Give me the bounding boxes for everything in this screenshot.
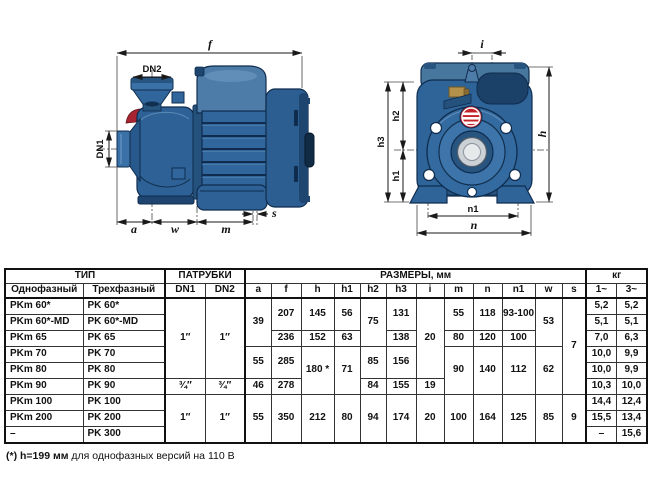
col-header-s: s [562, 284, 586, 299]
col-header-a: a [245, 284, 271, 299]
table-cell: 1″ [205, 298, 245, 379]
table-cell: 7 [562, 298, 586, 395]
col-header-i: i [416, 284, 444, 299]
dim-label-h3: h3 [376, 136, 387, 148]
table-cell: 39 [245, 298, 271, 347]
table-cell: 6,3 [616, 331, 647, 347]
table-cell: 63 [334, 331, 360, 347]
table-cell: PKm 60* [5, 298, 83, 315]
col-header-dn2: DN2 [205, 284, 245, 299]
end-knob [305, 133, 314, 167]
dim-label-f: f [208, 37, 212, 51]
col-group-dimensions: РАЗМЕРЫ, мм [245, 269, 586, 284]
table-cell: 9,9 [616, 347, 647, 363]
table-cell: 350 [271, 395, 301, 444]
top-port-dark [477, 73, 528, 104]
brand-emblem [460, 106, 482, 128]
col-header-single-phase: Однофазный [5, 284, 83, 299]
table-cell: 19 [416, 379, 444, 395]
col-header-f: f [271, 284, 301, 299]
col-group-type: ТИП [5, 269, 165, 284]
table-cell: 156 [386, 347, 416, 379]
table-cell: 55 [444, 298, 473, 331]
table-cell: ¾″ [205, 379, 245, 395]
table-cell: 180 * [301, 347, 334, 395]
table-cell: 152 [301, 331, 334, 347]
col-header-three-phase: Трехфазный [83, 284, 165, 299]
dim-label-n: n [470, 218, 478, 232]
table-cell: 174 [386, 395, 416, 444]
table-cell: PK 65 [83, 331, 165, 347]
col-header-h1: h1 [334, 284, 360, 299]
col-header-m: m [444, 284, 473, 299]
table-cell: 85 [360, 347, 386, 379]
table-cell: 15,5 [586, 411, 616, 427]
table-cell: PKm 70 [5, 347, 83, 363]
footnote-bold: (*) h=199 мм [6, 450, 69, 462]
table-cell: 145 [301, 298, 334, 331]
footnote-text: для однофазных версий на 110 В [68, 450, 235, 462]
table-cell: 90 [444, 347, 473, 395]
col-group-weight: кг [586, 269, 647, 284]
table-row [5, 347, 647, 363]
dim-label-n1: n1 [467, 204, 479, 215]
table-cell: 15,6 [616, 427, 647, 444]
col-header-n1: n1 [502, 284, 535, 299]
table-cell: 5,2 [586, 298, 616, 315]
table-cell: 20 [416, 298, 444, 379]
drain-hole [468, 188, 477, 197]
table-cell: 100 [444, 395, 473, 444]
table-cell: 53 [535, 298, 562, 347]
col-header-h: h [301, 284, 334, 299]
table-cell: 140 [473, 347, 502, 395]
table-cell: 46 [245, 379, 271, 395]
table-cell: 131 [386, 298, 416, 331]
table-cell: PK 200 [83, 411, 165, 427]
col-header-h2: h2 [360, 284, 386, 299]
table-cell: 12,4 [616, 395, 647, 411]
pump-front-view [376, 37, 553, 236]
table-cell: 84 [360, 379, 386, 395]
table-cell: 10,0 [586, 363, 616, 379]
table-cell: 80 [444, 331, 473, 347]
lower-bracket [172, 168, 185, 179]
table-cell: 118 [473, 298, 502, 331]
table-cell: 55 [245, 395, 271, 444]
table-cell: 14,4 [586, 395, 616, 411]
table-cell: 1″ [165, 395, 205, 444]
suction-cone [129, 119, 140, 181]
dim-label-a: a [131, 222, 137, 236]
col-header-kg1: 1~ [586, 284, 616, 299]
pump-base [138, 196, 194, 204]
table-cell: 93-100 [502, 298, 535, 331]
table-cell: PKm 90 [5, 379, 83, 395]
table-cell: 94 [360, 395, 386, 444]
col-header-h3: h3 [386, 284, 416, 299]
table-cell: ¾″ [165, 379, 205, 395]
table-cell: 55 [245, 347, 271, 379]
table-cell: 278 [271, 379, 301, 395]
dim-label-dn2: DN2 [142, 64, 162, 75]
dim-label-h2: h2 [391, 110, 402, 122]
table-cell: 138 [386, 331, 416, 347]
table-cell: PK 90 [83, 379, 165, 395]
motor-junction-flange [193, 105, 202, 199]
left-foot [410, 186, 447, 203]
table-cell: 1″ [165, 298, 205, 379]
table-cell: 100 [502, 331, 535, 347]
table-cell: 120 [473, 331, 502, 347]
header-row [5, 284, 647, 299]
dim-label-h: h [535, 130, 549, 138]
table-cell: 112 [502, 347, 535, 395]
table-cell: 10,0 [586, 347, 616, 363]
table-cell: PKm 65 [5, 331, 83, 347]
col-header-n: n [473, 284, 502, 299]
table-cell: 75 [360, 298, 386, 347]
dim-label-m: m [221, 222, 231, 236]
col-header-dn1: DN1 [165, 284, 205, 299]
table-cell: 125 [502, 395, 535, 444]
pump-side-view [95, 37, 314, 236]
table-cell: PKm 100 [5, 395, 83, 411]
table-cell: 56 [334, 298, 360, 331]
table-cell: 10,3 [586, 379, 616, 395]
table-cell: 20 [416, 395, 444, 444]
col-header-kg3: 3~ [616, 284, 647, 299]
table-cell: PK 60*-MD [83, 315, 165, 331]
table-cell: PK 80 [83, 363, 165, 379]
header-group-row [5, 269, 647, 284]
table-cell: 5,1 [586, 315, 616, 331]
table-cell: 10,0 [616, 379, 647, 395]
dimensions-table [4, 268, 648, 444]
table-cell: 85 [535, 395, 562, 444]
table-cell: 285 [271, 347, 301, 379]
dim-label-h1: h1 [391, 170, 402, 182]
table-row [5, 298, 647, 315]
table-row [5, 395, 647, 411]
table-cell: 5,2 [616, 298, 647, 315]
table-cell: 1″ [205, 395, 245, 444]
table-cell: – [586, 427, 616, 444]
table-cell: 9 [562, 395, 586, 444]
dim-label-dn1: DN1 [95, 139, 106, 159]
brass-plug [449, 87, 465, 97]
table-cell: – [5, 427, 83, 444]
table-cell: 62 [535, 347, 562, 395]
table-cell: 236 [271, 331, 301, 347]
dim-label-w: w [170, 222, 180, 236]
table-cell: 71 [334, 347, 360, 395]
table-cell: 9,9 [616, 363, 647, 379]
table-cell: 164 [473, 395, 502, 444]
table-cell: 7,0 [586, 331, 616, 347]
table-cell: PKm 60*-MD [5, 315, 83, 331]
table-cell: PKm 80 [5, 363, 83, 379]
table-cell: 80 [334, 395, 360, 444]
dim-label-i: i [480, 37, 484, 51]
table-cell: PK 70 [83, 347, 165, 363]
table-cell: 155 [386, 379, 416, 395]
motor-bottom-cover [197, 185, 267, 210]
table-cell: 13,4 [616, 411, 647, 427]
pump-casing [137, 107, 194, 198]
col-header-w: w [535, 284, 562, 299]
table-cell: PK 60* [83, 298, 165, 315]
table-cell: 212 [301, 395, 334, 444]
table-cell: 207 [271, 298, 301, 331]
col-group-ports: ПАТРУБКИ [165, 269, 245, 284]
table-cell: PK 300 [83, 427, 165, 444]
table-cell: 5,1 [616, 315, 647, 331]
footnote [6, 450, 235, 462]
table-cell: PK 100 [83, 395, 165, 411]
suction-flange [117, 131, 130, 167]
table-cell: PKm 200 [5, 411, 83, 427]
dim-label-s: s [272, 206, 277, 220]
upper-bracket [172, 92, 184, 103]
